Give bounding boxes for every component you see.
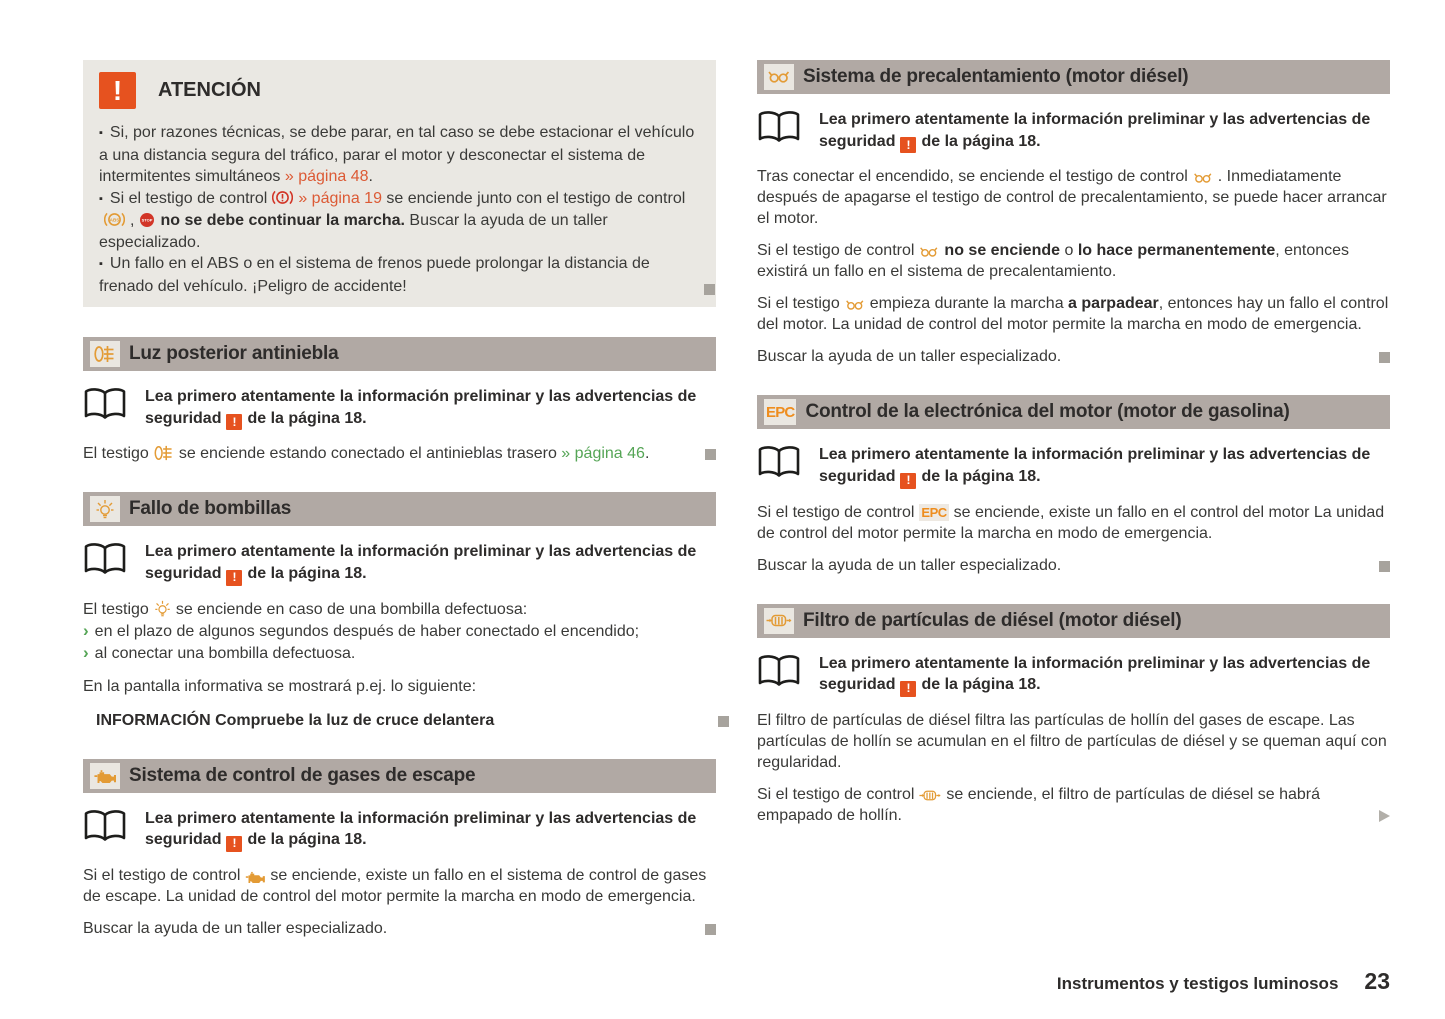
list-arrow-icon: › xyxy=(83,643,89,662)
body-text: Si el testigo de control xyxy=(757,785,915,803)
read-first-text xyxy=(145,386,697,430)
book-icon xyxy=(83,387,127,426)
note-text: Lea primero atentamente la información preliminar y las advertencias de seguridad xyxy=(819,654,1371,693)
particulate-filter-icon xyxy=(919,789,941,802)
bold-text: no se debe continuar la marcha. xyxy=(160,212,405,229)
body-text: se enciende en caso de una bombilla defectuosa: xyxy=(175,600,528,618)
dpf-paragraph-1 xyxy=(757,710,1390,773)
warning-icon: ! xyxy=(900,137,916,153)
note-text: de la página 18. xyxy=(247,564,367,582)
body-text: Si el testigo de control xyxy=(83,866,241,884)
note-text: Lea primero atentamente la información preliminar y las advertencias de seguridad xyxy=(819,111,1371,150)
check-engine-icon xyxy=(90,763,120,789)
book-icon xyxy=(757,654,801,693)
section-header-glow-plug xyxy=(757,60,1390,94)
section-end-marker xyxy=(718,716,729,727)
list-item xyxy=(83,620,716,643)
read-first-note xyxy=(757,444,1390,488)
body-text: Si el testigo de control xyxy=(757,503,915,521)
page-46-link[interactable]: » página 46 xyxy=(561,445,645,463)
section-end-marker xyxy=(1379,352,1390,363)
section-header-dpf xyxy=(757,604,1390,638)
bullet-text: Buscar la ayuda de un taller especializado. xyxy=(99,212,608,251)
glow-paragraph-3 xyxy=(757,293,1390,335)
body-text: El testigo xyxy=(83,445,149,463)
abs-icon xyxy=(104,211,125,228)
body-text: se enciende estando conectado el antinieblas trasero xyxy=(178,445,562,463)
display-message-text: INFORMACIÓN Compruebe la luz de cruce delantera xyxy=(96,711,495,729)
body-text: se enciende, existe un fallo en el sistema de control de gases de escape. La unidad de control del motor permite la marcha en modo de emergencia. xyxy=(83,866,707,905)
epc-paragraph xyxy=(757,502,1390,544)
bulb-paragraph xyxy=(83,599,716,620)
epc-icon: EPC xyxy=(921,504,947,520)
glow-paragraph-2 xyxy=(757,240,1390,282)
read-first-text xyxy=(145,541,697,585)
rear-fog-light-icon xyxy=(90,341,120,367)
warning-icon: ! xyxy=(226,836,242,852)
section-header-fog-light xyxy=(83,337,716,371)
attention-title: ATENCIÓN xyxy=(158,79,261,101)
attention-box xyxy=(83,60,716,307)
body-text: . Inmediatamente después de apagarse el testigo de control de precalentamiento, se puede hacer arrancar el motor. xyxy=(757,168,1387,228)
body-text: o xyxy=(1060,242,1078,260)
bullet-text: Si el testigo de control xyxy=(109,189,268,207)
warning-icon: ! xyxy=(226,570,242,586)
read-first-note xyxy=(83,808,716,852)
section-end-marker xyxy=(704,284,715,295)
book-icon xyxy=(757,445,801,484)
bold-text: a parpadear xyxy=(1068,295,1159,313)
check-engine-icon xyxy=(245,870,265,883)
bulb-display-intro xyxy=(83,676,716,697)
list-item xyxy=(83,642,716,665)
body-text: , entonces existirá un fallo en el sistema de precalentamiento. xyxy=(757,242,1350,281)
read-first-text xyxy=(145,808,697,852)
svg-text:STOP: STOP xyxy=(142,217,153,223)
workshop-advice xyxy=(83,918,716,939)
note-text: de la página 18. xyxy=(921,132,1041,150)
attention-bullet-1 xyxy=(99,122,700,188)
page-19-link[interactable]: » página 19 xyxy=(298,189,382,207)
page-number: 23 xyxy=(1364,968,1390,994)
bullet-text: Un fallo en el ABS o en el sistema de frenos puede prolongar la distancia de frenado del vehículo. ¡Peligro de accidente! xyxy=(99,255,650,295)
warning-icon: ! xyxy=(900,473,916,489)
bullet-text: , xyxy=(130,212,135,229)
workshop-advice xyxy=(757,555,1390,576)
section-title: Control de la electrónica del motor (motor de gasolina) xyxy=(805,401,1290,423)
note-text: de la página 18. xyxy=(921,676,1041,693)
read-first-note xyxy=(757,109,1390,153)
book-icon xyxy=(83,542,127,581)
continuation-arrow-icon xyxy=(1379,810,1390,822)
warning-icon: ! xyxy=(226,414,242,430)
body-text: Buscar la ayuda de un taller especializado. xyxy=(757,348,1062,366)
body-text: En la pantalla informativa se mostrará p.ej. lo siguiente: xyxy=(83,677,477,695)
bold-text: lo hace permanentemente xyxy=(1077,242,1276,260)
read-first-note xyxy=(83,386,716,430)
bullet-text: . xyxy=(368,168,373,185)
read-first-note xyxy=(83,541,716,585)
brake-warning-icon xyxy=(272,189,293,206)
note-text: Lea primero atentamente la información preliminar y las advertencias de seguridad xyxy=(145,809,697,848)
warning-icon: ! xyxy=(900,681,916,697)
body-text: Buscar la ayuda de un taller especializado. xyxy=(757,556,1062,574)
stop-icon xyxy=(139,212,155,228)
body-text: El filtro de partículas de diésel filtra las partículas de hollín del gases de escape. Las partículas de hollín se acumulan en el filtro de partículas de diésel y se queman aquí con regularidad. xyxy=(757,711,1387,771)
note-text: Lea primero atentamente la información preliminar y las advertencias de seguridad xyxy=(145,388,697,427)
read-first-text xyxy=(819,109,1371,153)
fog-paragraph xyxy=(83,443,716,464)
section-title: Sistema de control de gases de escape xyxy=(129,764,476,786)
bulb-condition-list xyxy=(83,620,716,665)
svg-text:ABS: ABS xyxy=(109,217,120,223)
attention-bullet-2 xyxy=(99,188,700,254)
right-column xyxy=(757,60,1390,837)
body-text: empieza durante la marcha xyxy=(869,295,1069,313)
section-header-epc xyxy=(757,395,1390,429)
warning-icon: ! xyxy=(99,72,136,109)
section-title: Filtro de partículas de diésel (motor diésel) xyxy=(803,609,1182,631)
bullet-text: Si, por razones técnicas, se debe parar, en tal caso se debe estacionar el vehículo a una distancia segura del tráfico, parar el motor y desconectar el sistema de intermitentes simultáneos xyxy=(99,124,695,185)
note-text: de la página 18. xyxy=(921,467,1041,485)
read-first-note xyxy=(757,653,1390,697)
glow-plug-icon xyxy=(1193,172,1213,184)
exhaust-paragraph xyxy=(83,865,716,907)
left-column xyxy=(83,60,716,950)
bold-text: no se enciende xyxy=(944,242,1061,260)
epc-label: EPC xyxy=(766,403,795,421)
epc-icon xyxy=(764,399,796,425)
rear-fog-light-icon xyxy=(154,445,174,461)
section-header-bulb-failure xyxy=(83,492,716,526)
body-text: Si el testigo xyxy=(757,295,840,313)
footer-section-title: Instrumentos y testigos luminosos xyxy=(1056,974,1339,993)
section-end-marker xyxy=(1379,561,1390,572)
body-text: El testigo xyxy=(83,600,149,618)
body-text: Tras conectar el encendido, se enciende el testigo de control xyxy=(757,168,1188,186)
page-48-link[interactable]: » página 48 xyxy=(284,168,369,185)
section-header-exhaust-control xyxy=(83,759,716,793)
square-bullet-icon: ▪ xyxy=(99,258,103,270)
section-title: Fallo de bombillas xyxy=(129,498,292,520)
list-text: en el plazo de algunos segundos después de haber conectado el encendido; xyxy=(94,622,640,640)
body-text: . xyxy=(644,445,650,463)
body-text: Si el testigo de control xyxy=(757,242,915,260)
square-bullet-icon: ▪ xyxy=(99,127,103,139)
page-footer xyxy=(1057,968,1390,995)
attention-bullet-3 xyxy=(99,253,700,297)
note-text: de la página 18. xyxy=(247,831,367,848)
note-text: Lea primero atentamente la información preliminar y las advertencias de seguridad xyxy=(819,446,1371,485)
glow-plug-icon xyxy=(764,64,794,90)
book-icon xyxy=(757,110,801,149)
glow-plug-icon xyxy=(919,246,939,258)
list-text: al conectar una bombilla defectuosa. xyxy=(94,645,356,662)
glow-plug-icon xyxy=(845,299,865,311)
section-end-marker xyxy=(705,924,716,935)
glow-paragraph-1 xyxy=(757,166,1390,229)
section-end-marker xyxy=(705,449,716,460)
dpf-paragraph-2 xyxy=(757,784,1390,826)
bullet-text: se enciende junto con el testigo de control xyxy=(381,189,686,207)
section-title: Luz posterior antiniebla xyxy=(129,343,339,364)
body-text: , entonces hay un fallo el control del motor. La unidad de control del motor permite la marcha en modo de emergencia. xyxy=(757,295,1389,334)
bulb-icon xyxy=(154,600,171,617)
note-text: de la página 18. xyxy=(247,409,367,427)
body-text: Buscar la ayuda de un taller especializado. xyxy=(83,919,388,937)
particulate-filter-icon xyxy=(764,608,794,634)
section-title: Sistema de precalentamiento (motor diésel) xyxy=(803,66,1189,87)
body-text: se enciende, el filtro de partículas de diésel se habrá empapado de hollín. xyxy=(757,785,1320,824)
attention-header xyxy=(99,72,700,109)
list-arrow-icon: › xyxy=(83,620,89,640)
book-icon xyxy=(83,809,127,848)
body-text: se enciende, existe un fallo en el control del motor La unidad de control del motor permite la marcha en modo de emergencia. xyxy=(757,503,1385,542)
read-first-text xyxy=(819,444,1371,488)
read-first-text xyxy=(819,653,1371,697)
display-message xyxy=(96,710,716,731)
bulb-icon xyxy=(90,496,120,522)
square-bullet-icon: ▪ xyxy=(99,192,103,205)
note-text: Lea primero atentamente la información preliminar y las advertencias de seguridad xyxy=(145,543,697,582)
workshop-advice xyxy=(757,346,1390,367)
